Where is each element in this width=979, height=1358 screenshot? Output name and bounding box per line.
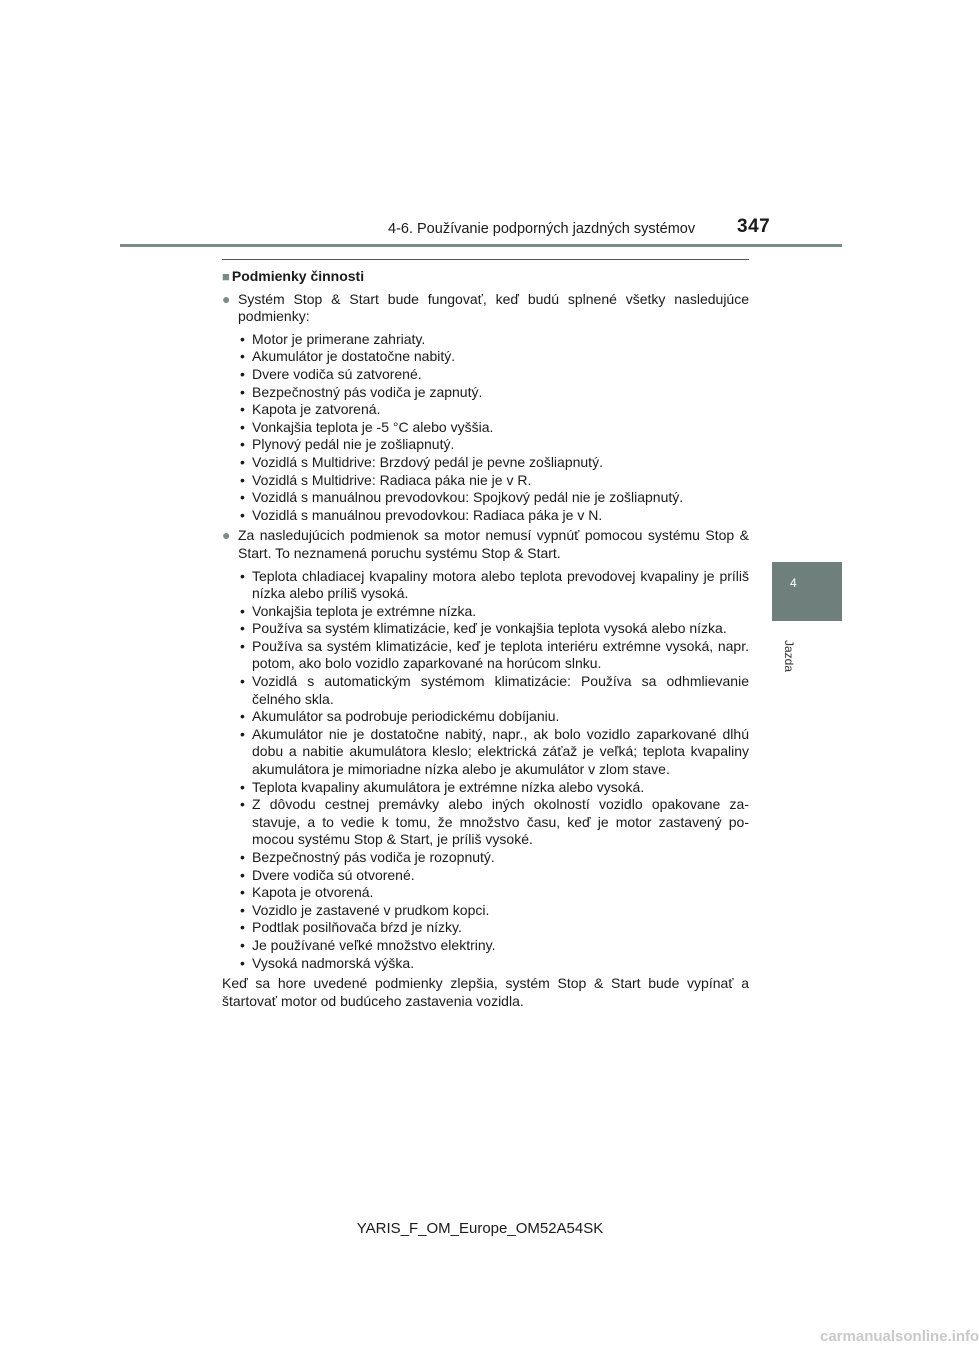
watermark-text: carmanualsonline.info	[820, 1328, 979, 1345]
chapter-label: Jazda	[782, 640, 796, 673]
list-item: • Vozidlá s Multidrive: Radiaca páka nie je v R.	[238, 472, 749, 490]
list-item: • Bezpečnostný pás vodiča je zapnutý.	[238, 384, 749, 402]
main-content	[222, 268, 749, 1010]
header-section-title: 4-6. Používanie podporných jazdných systémov	[388, 221, 696, 237]
section-heading	[222, 268, 749, 286]
list-item: • Bezpečnostný pás vodiča je rozopnutý.	[238, 849, 749, 867]
list-item: • Vozidlá s manuálnou prevodovkou: Radiaca páka je v N.	[238, 507, 749, 525]
page-number: 347	[737, 216, 771, 237]
list-item: • Dvere vodiča sú otvorené.	[238, 867, 749, 885]
condition-item-1-text: Systém Stop & Start bude fungovať, keď budú splnené všetky nasledujúce podmienky:	[238, 290, 749, 325]
list-item: • Teplota chladiacej kvapaliny motora alebo teplota prevodovej kvapaliny je príliš nízka alebo príliš vysoká.	[238, 568, 749, 603]
list-item: • Vozidlo je zastavené v prudkom kopci.	[238, 902, 749, 920]
chapter-number: 4	[790, 576, 797, 590]
list-item: • Teplota kvapaliny akumulátora je extrémne nízka alebo vysoká.	[238, 779, 749, 797]
list-item: • Je používané veľké množstvo elektriny.	[238, 937, 749, 955]
list-item: • Kapota je zatvorená.	[238, 401, 749, 419]
condition-item-1	[222, 291, 749, 326]
list-item: • Vozidlá s automatickým systémom klimatizácie: Používa sa odhmlievanie čelného skla.	[238, 673, 749, 708]
list-item: • Motor je primerane zahriaty.	[238, 331, 749, 349]
list-item: • Vysoká nadmorská výška.	[238, 955, 749, 973]
list-item: • Vonkajšia teplota je -5 °C alebo vyššia.	[238, 419, 749, 437]
content-divider	[222, 259, 749, 260]
chapter-tab	[772, 562, 842, 621]
list-item: • Vonkajšia teplota je extrémne nízka.	[238, 603, 749, 621]
header-divider	[120, 244, 842, 247]
list-item: • Vozidlá s Multidrive: Brzdový pedál je pevne zošliapnutý.	[238, 454, 749, 472]
list-item: • Podtlak posilňovača bŕzd je nízky.	[238, 919, 749, 937]
list-item: • Kapota je otvorená.	[238, 884, 749, 902]
list-item: • Vozidlá s manuálnou prevodovkou: Spojkový pedál nie je zošliapnutý.	[238, 489, 749, 507]
list-item: • Používa sa systém klimatizácie, keď je teplota interiéru extrémne vysoká, napr. potom, ako bolo vozidlo zaparkované na horúcom slnku.	[238, 638, 749, 673]
closing-paragraph: Keď sa hore uvedené podmienky zlepšia, systém Stop & Start bude vypínať a štartovať motor od budúceho zastavenia vozidla.	[222, 975, 749, 1009]
condition-list-2	[238, 568, 749, 976]
condition-list-1	[238, 331, 749, 528]
list-item: • Plynový pedál nie je zošliapnutý.	[238, 436, 749, 454]
section-heading-text: Podmienky činnosti	[231, 268, 365, 284]
document-footer: YARIS_F_OM_Europe_OM52A54SK	[356, 1220, 604, 1237]
condition-item-2-text: Za nasledujúcich podmienok sa motor nemusí vypnúť pomocou systému Stop & Start. To neznamená poruchu systému Stop & Start.	[238, 527, 749, 561]
list-item: • Akumulátor nie je dostatočne nabitý, napr., ak bolo vozidlo zaparkované dlhú dobu a nabitie akumulátora kleslo; elektrická záťaž je veľká; teplota kvapaliny akumulátora je mimoriadne nízka alebo je akumulátor v zlom stave.	[238, 726, 749, 779]
list-item: • Dvere vodiča sú zatvorené.	[238, 366, 749, 384]
condition-item-2	[222, 527, 749, 562]
circle-bullet-icon: ●	[222, 290, 231, 307]
list-item: • Akumulátor sa podrobuje periodickému dobíjaniu.	[238, 708, 749, 726]
list-item: • Akumulátor je dostatočne nabitý.	[238, 348, 749, 366]
square-bullet-icon: ■	[222, 269, 230, 284]
circle-bullet-icon: ●	[222, 527, 231, 544]
list-item: • Používa sa systém klimatizácie, keď je vonkajšia teplota vysoká alebo nízka.	[238, 620, 749, 638]
list-item: • Z dôvodu cestnej premávky alebo iných okolností vozidlo opakovane za- stavuje, a to vedie k tomu, že množstvo času, keď je motor zastavený po- mocou systému Stop & Start, je príliš vysoké.	[238, 796, 749, 849]
